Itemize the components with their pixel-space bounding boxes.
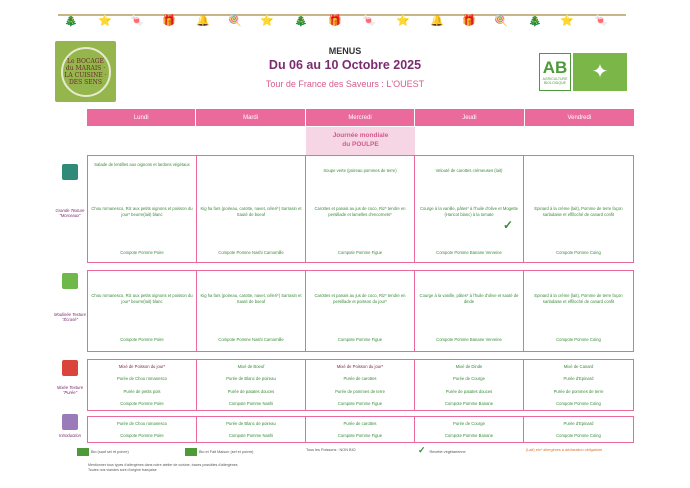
- menu-theme: Tour de France des Saveurs : L'OUEST: [265, 79, 425, 89]
- menu-dessert: Compote Pomme Banane Verveine: [436, 250, 502, 255]
- vegetarian-icon: ✓: [418, 445, 426, 455]
- day-header: Jeudi: [415, 109, 524, 126]
- menu-protein: Mixé de Boeuf: [237, 364, 265, 369]
- ornament-icon: 🍬: [362, 15, 376, 27]
- menu-dessert: Compote Pomme Poire: [120, 433, 164, 438]
- menu-dessert: Compote Pomme Poire: [120, 250, 164, 255]
- menu-main: Carottes et panais au jus de coco, Riz* tendre en persillade et lamelles d'encornets*: [314, 206, 406, 217]
- menu-puree: Purée d'Epinard: [563, 376, 594, 381]
- vegetarian-icon: ✓: [503, 218, 514, 232]
- menu-dessert: Compote Pomme Poire: [120, 337, 164, 342]
- legend-poisson: Tous les Poissons : NON BIO: [306, 448, 356, 452]
- menu-puree: Purée de patates douces: [227, 389, 275, 394]
- day-header: Mardi: [196, 109, 305, 126]
- menu-starter: Salade de lentilles aux oignons et lardons végétaux: [94, 162, 190, 167]
- menu-main: Courge à la vanille, pâtes* à l'huile d'olive et sauté de dinde: [419, 293, 519, 304]
- day-column: [415, 417, 524, 442]
- page-title: MENUS: [328, 46, 362, 56]
- day-column: [306, 271, 415, 351]
- footer-notes: Mentionner tous types d'allergènes dans notre atelier de cuisine, traces possibles d'allergènes Toutes nos viandes sont d'origine française: [88, 463, 238, 472]
- section-icon: [62, 360, 78, 376]
- day-column: [197, 360, 306, 410]
- day-column: [88, 417, 197, 442]
- legend-allergen: (Lait) etc* allergènes à déclaration obligatoire: [526, 448, 603, 452]
- section-label: Grande Texture "Morceaux": [55, 208, 85, 218]
- menu-dessert: Compote Pomme Nashi Camomille: [218, 250, 284, 255]
- menu-main: Epinard à la crème (lait), Pomme de terre façon sarladaise et effiloché de canard confit: [534, 206, 623, 217]
- ornament-icon: 🍭: [494, 15, 508, 27]
- ornament-icon: 🔔: [196, 15, 210, 27]
- ornament-icon: 🎄: [528, 15, 542, 27]
- menu-puree: Purée de Chou romanesco: [116, 376, 168, 381]
- menu-puree: Purée de pommes de terre: [335, 389, 385, 394]
- legend-veg: ✓ Recette végétarienne: [418, 445, 466, 455]
- ab-icon: [185, 448, 197, 456]
- menu-main: Kig ha fars (poireau, carotte, navet, céleri*) Sarrasin et Sauté de boeuf: [200, 293, 302, 304]
- menu-puree: Purée de patates douces: [445, 389, 493, 394]
- ornament-icon: 🍬: [594, 15, 608, 27]
- ornament-icon: ⭐: [98, 15, 112, 27]
- day-column: [415, 360, 524, 410]
- day-column: [306, 360, 415, 410]
- menu-main: Chou romanesco, Riz aux petits oignons et poisson du jour* beurre(lait) blanc: [91, 206, 193, 217]
- day-column: [197, 417, 306, 442]
- ab-logo: AB AGRICULTURE BIOLOGIQUE: [539, 53, 571, 91]
- restaurant-logo: Le BOCAGE du MARAIS · LA CUISINE · DES SENS: [55, 41, 116, 102]
- ab-icon: [77, 448, 89, 456]
- ornament-icon: 🔔: [430, 15, 444, 27]
- menu-dessert: Compote Pomme Figue: [337, 337, 383, 342]
- menu-main: Courge à la vanille, pâtes* à l'huile d'olive et Mogette (Haricot blanc) à la tomate: [420, 206, 518, 217]
- day-column: [524, 360, 633, 410]
- legend-bio: Bio (sauf sel et poivre): [77, 448, 129, 456]
- menu-dessert: Compote Pomme Nashi: [228, 401, 274, 406]
- menu-main: Carottes et panais au jus de coco, Riz* tendre en persillade et poisson du jour*: [314, 293, 406, 304]
- menu-protein: Mixé de Poisson du jour*: [118, 364, 166, 369]
- menu-puree: Purée de carottes: [343, 376, 377, 381]
- menu-dessert: Compote Pomme Figue: [337, 250, 383, 255]
- menu-dessert: Compote Pomme Coing: [556, 250, 601, 255]
- day-header: Lundi: [87, 109, 196, 126]
- menu-puree: Purée de carottes: [343, 421, 377, 426]
- section-label: Moulinée Texture "Écrasé": [54, 312, 86, 322]
- menu-puree: Purée de pommes de terre: [553, 389, 604, 394]
- day-column: [88, 156, 197, 262]
- menu-puree: Purée de Blanc de poireau: [226, 376, 276, 381]
- section-label: Mixée Texture "Purée": [56, 385, 84, 395]
- day-column: [524, 417, 633, 442]
- legend-bio-local: Bio et Fait Maison (sel et poivre): [185, 448, 253, 456]
- menu-dessert: Compote Pomme Coing: [556, 337, 601, 342]
- ornament-icon: ⭐: [396, 15, 410, 27]
- menu-period: Du 06 au 10 Octobre 2025: [268, 58, 422, 72]
- intro-block: [87, 416, 634, 443]
- day-column: [524, 156, 633, 262]
- menu-starter: Soupe verte (poireau pommes de terre): [323, 168, 397, 173]
- menu-protein: Mixé de Dinde: [455, 364, 483, 369]
- menu-main: Chou romanesco, Riz aux petits oignons et poisson du jour* beurre(lait) blanc: [91, 293, 193, 304]
- ornament-icon: ⭐: [560, 15, 574, 27]
- menu-puree: Purée de Chou romanesco: [116, 421, 168, 426]
- menu-main: Epinard à la crème (lait), Pomme de terre façon sarladaise et effiloché de canard confit: [534, 293, 623, 304]
- section-icon: [62, 414, 78, 430]
- menu-protein: Mixé de Canard: [563, 364, 594, 369]
- day-header: Mercredi: [306, 109, 415, 126]
- menu-puree: Purée de Courge: [453, 421, 485, 426]
- menu-puree: Purée de Blanc de poireau: [226, 421, 276, 426]
- grand-texture-block: [87, 155, 634, 263]
- event-banner: Journée mondiale du POULPE: [306, 127, 415, 155]
- section-icon: [62, 164, 78, 180]
- day-column: [306, 417, 415, 442]
- menu-dessert: Compote Pomme Figue: [337, 433, 383, 438]
- moulinee-texture-block: [87, 270, 634, 352]
- leaf-icon: ✦: [591, 61, 609, 83]
- ornament-icon: 🎁: [162, 15, 176, 27]
- section-label: Introduction: [59, 433, 81, 438]
- menu-puree: Purée d'Epinard: [563, 421, 594, 426]
- section-icon: [62, 273, 78, 289]
- day-column: [306, 156, 415, 262]
- menu-main: Kig ha fars (poireau, carotte, navet, céleri*) Sarrasin et Sauté de boeuf: [200, 206, 302, 217]
- menu-dessert: Compote Pomme Nashi: [228, 433, 274, 438]
- menu-starter: Velouté de carottes crémeuses (lait): [435, 168, 503, 173]
- menu-puree: Purée de petits pois: [123, 389, 161, 394]
- menu-dessert: Compote Pomme Banane: [444, 401, 494, 406]
- ornament-icon: ⭐: [260, 15, 274, 27]
- ornament-icon: 🎁: [328, 15, 342, 27]
- menu-dessert: Compote Pomme Banane Verveine: [436, 337, 502, 342]
- menu-dessert: Compote Pomme Nashi Camomille: [218, 337, 284, 342]
- menu-puree: Purée de Courge: [453, 376, 485, 381]
- menu-dessert: Compote Pomme Figue: [337, 401, 383, 406]
- ornament-icon: 🎄: [294, 15, 308, 27]
- day-column: [415, 156, 524, 262]
- day-column: [88, 360, 197, 410]
- day-column: [197, 271, 306, 351]
- mixee-texture-block: [87, 359, 634, 411]
- ornament-icon: 🎁: [462, 15, 476, 27]
- day-header: Vendredi: [525, 109, 634, 126]
- menu-dessert: Compote Pomme Banane: [444, 433, 494, 438]
- festive-garland: [58, 14, 626, 34]
- menu-protein: Mixé de Poisson du jour*: [336, 364, 384, 369]
- day-column: [524, 271, 633, 351]
- menu-dessert: Compote Pomme Coing: [556, 433, 601, 438]
- ornament-icon: 🍭: [228, 15, 242, 27]
- day-header-row: [87, 109, 634, 126]
- ornament-icon: 🎄: [64, 15, 78, 27]
- menu-dessert: Compote Pomme Coing: [556, 401, 601, 406]
- menu-dessert: Compote Pomme Poire: [120, 401, 164, 406]
- ornament-icon: 🍬: [130, 15, 144, 27]
- day-column: [88, 271, 197, 351]
- day-column: [197, 156, 306, 262]
- day-column: [415, 271, 524, 351]
